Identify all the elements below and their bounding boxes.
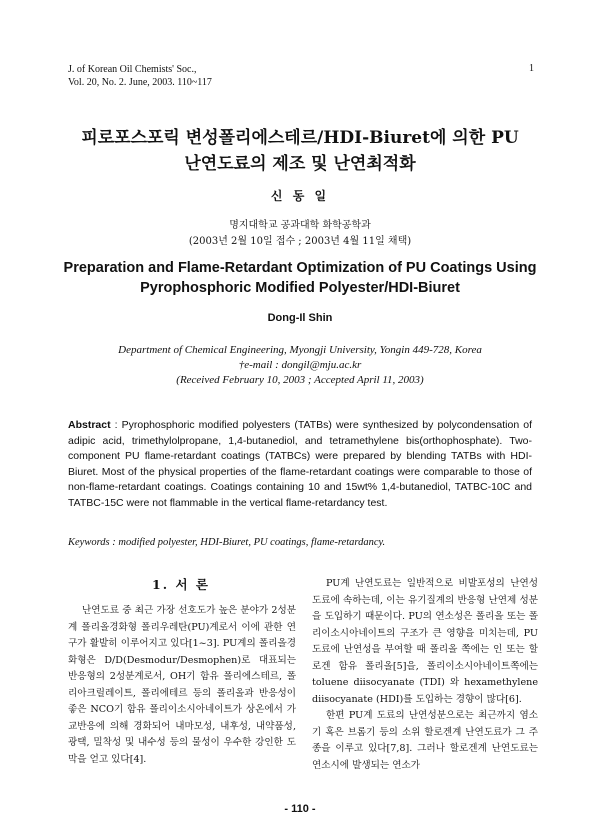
english-dates: (Received February 10, 2003 ; Accepted April 11, 2003) bbox=[176, 374, 424, 386]
journal-citation bbox=[68, 63, 212, 89]
korean-title bbox=[60, 125, 540, 177]
body-paragraph: PU계 난연도료는 일반적으로 비발포성의 난연성 도료에 속하는데, 이는 유기질계의 반응형 난연제 성분을 도입하기 때문이다. PU의 연소성은 폴리올 또는 폴리이소시아네이트의 구조가 큰 영향을 미치는데, PU 도료에 난연성을 부여할 때 폴리올 쪽에는 인 또는 할로겐 함유 폴리올[5]을, 폴리이소시아네이트쪽에는 toluene diisocyanate (TDI) 와 hexamethylene diisocyanate (HDI)를 도입하는 경향이 많다[6]. bbox=[312, 578, 538, 705]
english-title-line2: Pyrophosphoric Modified Polyester/HDI-Biuret bbox=[140, 280, 460, 296]
korean-title-line1: 피로포스포릭 변성폴리에스테르/HDI-Biuret에 의한 PU bbox=[81, 128, 519, 148]
english-affiliation-block bbox=[40, 343, 560, 388]
english-affiliation: Department of Chemical Engineering, Myongji University, Yongin 449-728, Korea bbox=[118, 344, 482, 356]
korean-title-line2: 난연도료의 제조 및 난연최적화 bbox=[184, 154, 416, 174]
body-paragraph: 한편 PU계 도료의 난연성분으로는 최근까지 염소기 혹은 브롬기 등의 소위 할로겐계 난연도료가 그 주종을 이루고 있다[7,8]. 그러나 할로겐계 난연도료는 연소시에 발생되는 연소가 bbox=[312, 710, 538, 771]
english-title-line1: Preparation and Flame-Retardant Optimization of PU Coatings Using bbox=[63, 260, 537, 276]
section-heading-introduction: 1. 서 론 bbox=[152, 577, 210, 592]
abstract-text: : Pyrophosphoric modified polyesters (TATBs) were synthesized by polycondensation of adipic acid, trimethylolpropane, 1,4-butanediol, and tetramethylene bis(orthophosphate). Two-component PU flame-retardant coatings (TATBCs) were prepared by blending TATBs with HDI-Biuret. Most of the physical properties of the flame-retardant coatings were comparable to those of non-flame-retardant coatings. Coatings containing 10 and 15wt% 1,4-butanediol, TATBC-10C and TATBC-15C were not flammable in the vertical flame-retardancy test. bbox=[68, 419, 532, 509]
author-email: †e-mail : dongil@mju.ac.kr bbox=[238, 359, 362, 371]
korean-affiliation-block bbox=[60, 218, 540, 250]
korean-affiliation: 명지대학교 공과대학 화학공학과 bbox=[229, 220, 371, 231]
korean-dates: (2003년 2월 10일 접수 ; 2003년 4월 11일 채택) bbox=[188, 236, 412, 247]
body-column-right bbox=[312, 576, 538, 774]
keywords: Keywords : modified polyester, HDI-Biuret, PU coatings, flame-retardancy. bbox=[68, 537, 386, 548]
korean-author: 신 동 일 bbox=[270, 189, 330, 203]
journal-name: J. of Korean Oil Chemists' Soc., bbox=[68, 64, 197, 75]
body-column-left bbox=[68, 603, 296, 768]
abstract-label: Abstract bbox=[68, 419, 111, 431]
body-paragraph: 난연도료 중 최근 가장 선호도가 높은 분야가 2성분계 폴리올경화형 폴리우레탄(PU)계로서 이에 관한 연구가 활발히 이루어지고 있다[1~3]. PU계의 폴리올경화형은 D/D(Desmodur/Desmophen)로 대표되는 반응형의 2성분계로서, OH기 함유 폴리에스테르, 폴리아크릴레이트, 폴리에테르 등의 폴리올과 반응성이 좋은 NCO기 함유 폴리이소시아네이트가 상온에서 가교반응에 의해 경화되어 내마모성, 내후성, 내약품성, 광택, 밀착성 및 내수성 등의 물성이 우수한 강인한 도막을 얻고 있다[4]. bbox=[68, 605, 296, 765]
abstract bbox=[68, 418, 532, 512]
english-title bbox=[50, 258, 550, 298]
header-page-number: 1 bbox=[529, 63, 534, 74]
journal-volume: Vol. 20, No. 2. June, 2003. 110~117 bbox=[68, 77, 212, 88]
footer-page-number: - 110 - bbox=[284, 803, 316, 815]
english-author: Dong-Il Shin bbox=[267, 312, 333, 324]
